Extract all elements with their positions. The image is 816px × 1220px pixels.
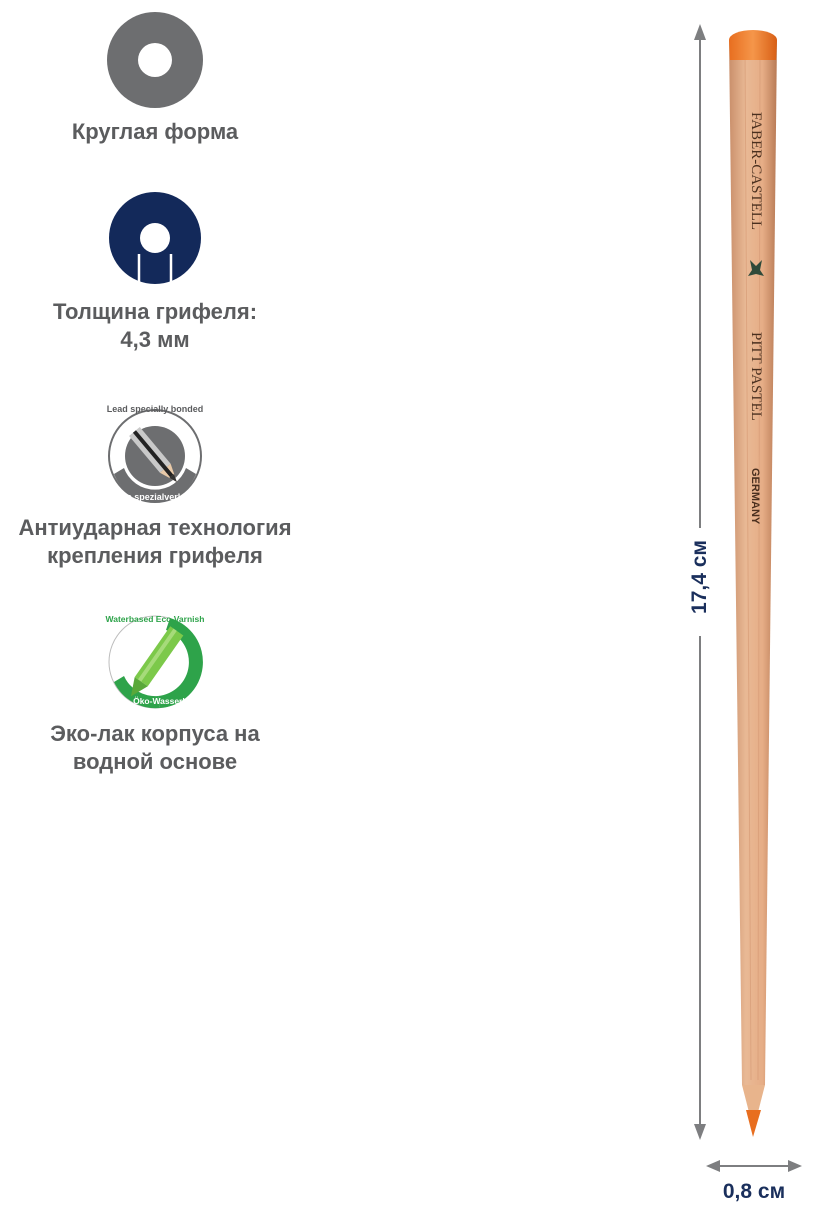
width-dimension-arrow <box>706 1160 802 1172</box>
pencil-origin-text: GERMANY <box>749 468 761 525</box>
badge-text-top: Waterbased Eco Varnish <box>105 614 205 624</box>
feature-caption: Антиударная технология крепления грифеля <box>18 515 292 568</box>
pencil-brand-text: FABER-CASTELL <box>748 112 764 231</box>
badge-text-top: Lead specially bonded <box>106 404 204 414</box>
pencil <box>729 30 777 1137</box>
length-label: 17,4 см <box>688 540 711 614</box>
badge-text-bottom: Öko-Wasserlack <box>133 696 199 706</box>
badge-text-bottom: Mine spezialverleimt <box>111 492 199 502</box>
pencil-lead-tip <box>746 1110 761 1137</box>
feature-caption: Толщина грифеля: 4,3 мм <box>52 299 258 352</box>
feature-caption: Круглая форма <box>71 119 239 144</box>
width-label: 0,8 см <box>722 1180 786 1203</box>
feature-caption: Эко-лак корпуса на водной основе <box>50 721 260 774</box>
pencil-line-text: PITT PASTEL <box>748 332 764 421</box>
